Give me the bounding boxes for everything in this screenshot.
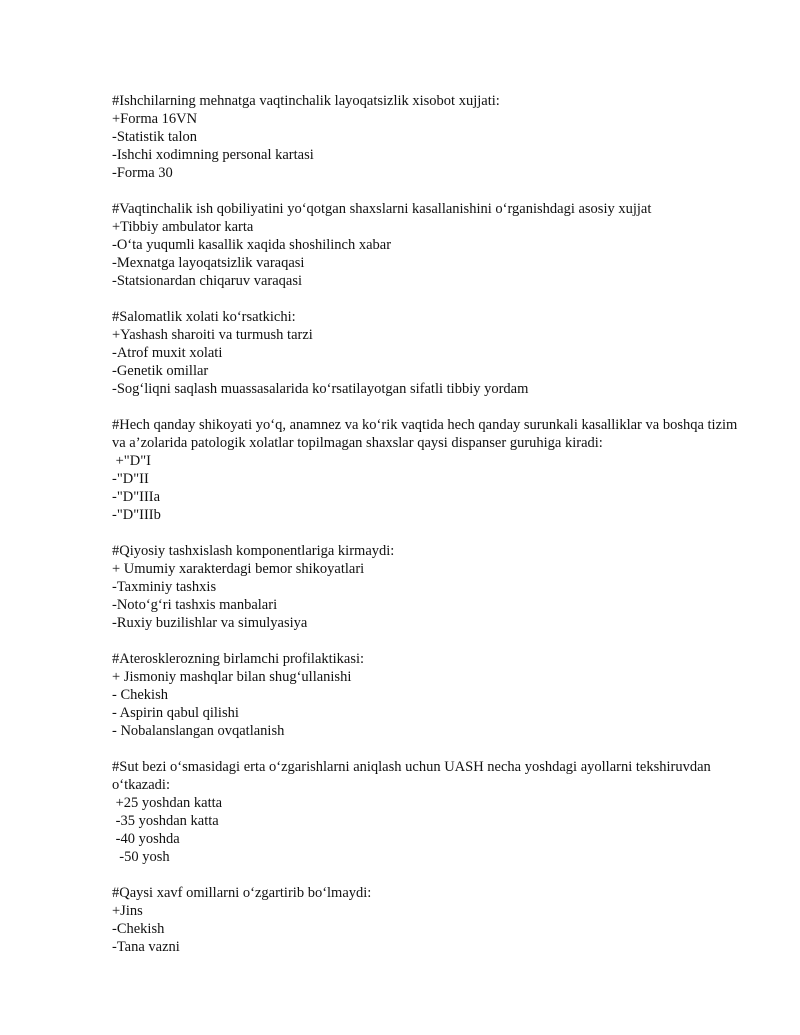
answer-option: -"D"IIIa — [112, 489, 161, 505]
answer-option: - Nobalanslangan ovqatlanish — [112, 723, 285, 739]
answer-option: - Chekish — [112, 687, 168, 703]
question-block — [112, 542, 752, 632]
answer-option: -Noto‘g‘ri tashxis manbalari — [112, 597, 278, 613]
answer-option: -Tana vazni — [112, 939, 180, 955]
answer-option: -Statsionardan chiqaruv varaqasi — [112, 273, 303, 289]
answer-option: -Ruxiy buzilishlar va simulyasiya — [112, 615, 308, 631]
answer-option: -35 yoshdan katta — [112, 813, 219, 829]
answer-option: -40 yoshda — [112, 831, 180, 847]
answer-option: +Forma 16VN — [112, 111, 198, 127]
question-text: #Sut bezi o‘smasidagi erta o‘zgarishlarni aniqlash uchun UASH necha yoshdagi ayollarni tekshiruvdan o‘tkazadi: — [112, 759, 711, 793]
answer-option: -O‘ta yuqumli kasallik xaqida shoshilinch xabar — [112, 237, 392, 253]
answer-option: -"D"IIIb — [112, 507, 161, 523]
answer-option: -Atrof muxit xolati — [112, 345, 223, 361]
question-text: #Salomatlik xolati ko‘rsatkichi: — [112, 309, 296, 325]
answer-option: +Tibbiy ambulator karta — [112, 219, 254, 235]
answer-option: -Chekish — [112, 921, 165, 937]
answer-option: -"D"II — [112, 471, 149, 487]
answer-option: -Genetik omillar — [112, 363, 209, 379]
question-text: #Ishchilarning mehnatga vaqtinchalik layoqatsizlik xisobot xujjati: — [112, 93, 500, 109]
answer-option: -Statistik talon — [112, 129, 197, 145]
question-text: #Aterosklerozning birlamchi profilaktikasi: — [112, 651, 365, 667]
answer-option: +"D"I — [112, 453, 151, 469]
question-block — [112, 92, 752, 182]
answer-option: -Forma 30 — [112, 165, 173, 181]
answer-option: + Jismoniy mashqlar bilan shug‘ullanishi — [112, 669, 352, 685]
question-block — [112, 416, 752, 524]
question-text: #Qiyosiy tashxislash komponentlariga kirmaydi: — [112, 543, 395, 559]
question-text: #Qaysi xavf omillarni o‘zgartirib bo‘lmaydi: — [112, 885, 372, 901]
answer-option: -50 yosh — [112, 849, 170, 865]
document-page — [112, 92, 752, 974]
question-block — [112, 884, 752, 956]
answer-option: -Mexnatga layoqatsizlik varaqasi — [112, 255, 305, 271]
question-block — [112, 200, 752, 290]
answer-option: - Aspirin qabul qilishi — [112, 705, 239, 721]
question-block — [112, 650, 752, 740]
question-text: #Vaqtinchalik ish qobiliyatini yo‘qotgan shaxslarni kasallanishini o‘rganishdagi asosiy xujjat — [112, 201, 652, 217]
question-block — [112, 758, 752, 866]
answer-option: +25 yoshdan katta — [112, 795, 223, 811]
answer-option: +Jins — [112, 903, 143, 919]
answer-option: -Taxminiy tashxis — [112, 579, 217, 595]
answer-option: + Umumiy xarakterdagi bemor shikoyatlari — [112, 561, 365, 577]
question-text: #Hech qanday shikoyati yo‘q, anamnez va ko‘rik vaqtida hech qanday surunkali kasalliklar va boshqa tizim va a’zolarida patologik xolatlar topilmagan shaxslar qaysi dispanser guruhiga kiradi: — [112, 417, 738, 451]
answer-option: -Ishchi xodimning personal kartasi — [112, 147, 314, 163]
answer-option: -Sog‘liqni saqlash muassasalarida ko‘rsatilayotgan sifatli tibbiy yordam — [112, 381, 529, 397]
question-block — [112, 308, 752, 398]
answer-option: +Yashash sharoiti va turmush tarzi — [112, 327, 313, 343]
